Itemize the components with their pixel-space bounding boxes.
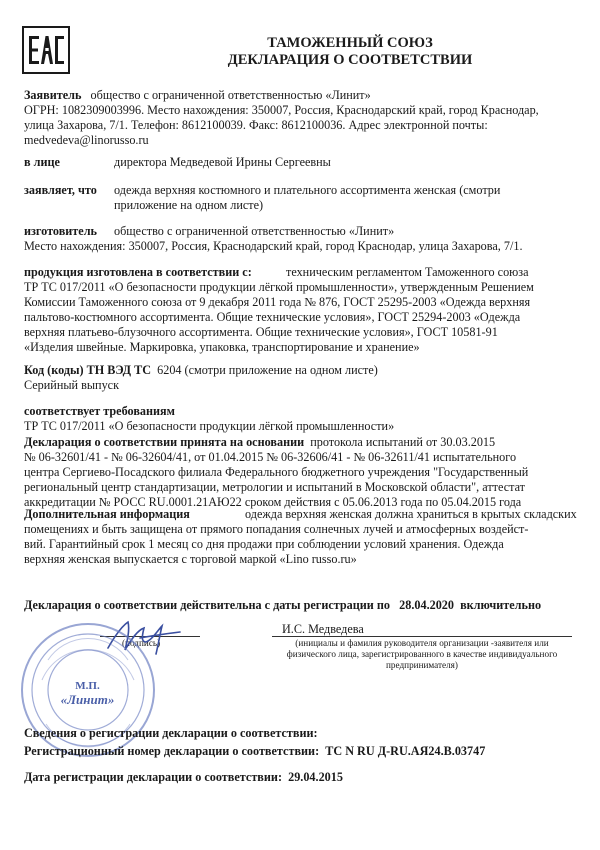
person-label: в лице <box>24 155 60 169</box>
basis-line4: региональный центр стандартизации, метрологии и испытаний в Московской области", аттестат <box>24 480 526 494</box>
basis-section <box>24 435 584 510</box>
declares-line2: приложение на одном листе) <box>114 198 264 212</box>
signature-caption: (подпись) <box>122 638 161 648</box>
signer-caption <box>272 638 572 671</box>
conforms-value: ТР ТС 017/2011 «О безопасности продукции лёгкой промышленности» <box>24 419 395 433</box>
signer-name: И.С. Медведева <box>282 622 364 636</box>
extra-info-label: Дополнительная информация <box>24 507 190 521</box>
signer-caption-line3: предпринимателя) <box>386 660 458 670</box>
conforms-section <box>24 404 584 434</box>
conforms-label: соответствует требованиям <box>24 404 175 418</box>
declares-label: заявляет, что <box>24 183 97 197</box>
manufacturer-name: общество с ограниченной ответственностью «Линит» <box>114 224 395 238</box>
basis-label: Декларация о соответствии принята на основании <box>24 435 305 449</box>
manufacturer-section <box>24 224 584 254</box>
produced-line1: техническим регламентом Таможенного союза <box>286 265 529 279</box>
registration-date-value: 29.04.2015 <box>288 770 343 784</box>
produced-line3: Комиссии Таможенного союза от 9 декабря 2011 года № 876, ГОСТ 25295-2003 «Одежда верхняя <box>24 295 531 309</box>
registration-heading-text: Сведения о регистрации декларации о соответствии: <box>24 726 318 740</box>
produced-line4: пальтово-костюмного ассортимента. Общие технические условия», ГОСТ 25294-2003 «Одежда <box>24 310 521 324</box>
registration-heading <box>24 726 584 741</box>
registration-date-label: Дата регистрации декларации о соответствии: <box>24 770 282 784</box>
declares-line1: одежда верхняя костюмного и плательного ассортимента женская (смотри <box>114 183 501 197</box>
declares-section <box>24 183 584 213</box>
serial-release: Серийный выпуск <box>24 378 119 392</box>
basis-line3: центра Сергиево-Посадского филиала Федерального бюджетного учреждения "Государственный <box>24 465 529 479</box>
manufacturer-label: изготовитель <box>24 224 97 238</box>
validity-suffix: включительно <box>460 598 542 612</box>
code-value: 6204 (смотри приложение на одном листе) <box>157 363 378 377</box>
applicant-address: улица Захарова, 7/1. Телефон: 8612100039. Факс: 8612100036. Адрес электронной почты: <box>24 118 488 132</box>
registration-number-label: Регистрационный номер декларации о соответствии: <box>24 744 320 758</box>
applicant-label: Заявитель <box>24 88 82 102</box>
basis-line2: № 06-32601/41 - № 06-32604/41, от 01.04.2015 № 06-32606/41 - № 06-32611/41 испытательного <box>24 450 517 464</box>
signer-caption-line2: физического лица, зарегистрированного в качестве индивидуального <box>286 649 558 659</box>
validity-date: 28.04.2020 <box>399 598 454 612</box>
document-title <box>150 35 550 69</box>
extra-info-line2: помещениях и быть защищена от прямого попадания солнечных лучей и атмосферных воздейст- <box>24 522 529 536</box>
registration-number-value: ТС N RU Д-RU.АЯ24.В.03747 <box>325 744 486 758</box>
applicant-name: общество с ограниченной ответственностью «Линит» <box>90 88 371 102</box>
applicant-email: medvedeva@linorusso.ru <box>24 133 149 147</box>
applicant-ogrn: ОГРН: 1082309003996. Место нахождения: 350007, Россия, Краснодарский край, город Краснодар, <box>24 103 539 117</box>
title-union: ТАМОЖЕННЫЙ СОЮЗ <box>267 35 433 51</box>
validity-section <box>24 598 584 613</box>
eac-logo-icon <box>22 26 70 74</box>
produced-line6: «Изделия швейные. Маркировка, упаковка, транспортирование и хранение» <box>24 340 420 354</box>
signer-name-line <box>272 636 572 637</box>
validity-label: Декларация о соответствии действительна с даты регистрации по <box>24 598 390 612</box>
title-declaration: ДЕКЛАРАЦИЯ О СООТВЕТСТВИИ <box>227 52 473 68</box>
code-section <box>24 363 584 393</box>
signer-caption-line1: (инициалы и фамилия руководителя организации -заявителя или <box>295 638 549 648</box>
registration-number-row <box>24 744 584 759</box>
person-section <box>24 155 584 170</box>
manufacturer-address: Место нахождения: 350007, Россия, Краснодарский край, город Краснодар, улица Захарова, 7/1. <box>24 239 523 253</box>
extra-info-section <box>24 507 584 567</box>
applicant-section <box>24 88 584 148</box>
produced-label: продукция изготовлена в соответствии с: <box>24 265 252 279</box>
person-value: директора Медведевой Ирины Сергеевны <box>114 155 331 169</box>
extra-info-line1: одежда верхняя женская должна храниться в крытых складских <box>245 507 577 521</box>
extra-info-line3: вий. Гарантийный срок 1 месяц со дня продажи при соблюдении условий хранения. Одежда <box>24 537 504 551</box>
extra-info-line4: верхняя женская выпускается с торговой маркой «Lino russo.ru» <box>24 552 357 566</box>
produced-section <box>24 265 584 355</box>
stamp-label <box>50 680 125 706</box>
code-label: Код (коды) ТН ВЭД ТС <box>24 363 152 377</box>
stamp-mp: М.П. <box>75 680 100 692</box>
registration-date-row <box>24 770 584 785</box>
produced-line5: верхняя платьево-блузочного ассортимента. Общие технические условия», ГОСТ 10581-91 <box>24 325 498 339</box>
stamp-company: «Линит» <box>60 692 115 707</box>
basis-line5: аккредитации № РОСС RU.0001.21АЮ22 сроком действия с 05.06.2013 года по 05.04.2015 года <box>24 495 522 509</box>
basis-line1: протокола испытаний от 30.03.2015 <box>310 435 496 449</box>
produced-line2: ТР ТС 017/2011 «О безопасности продукции лёгкой промышленности», утвержденным Решением <box>24 280 534 294</box>
